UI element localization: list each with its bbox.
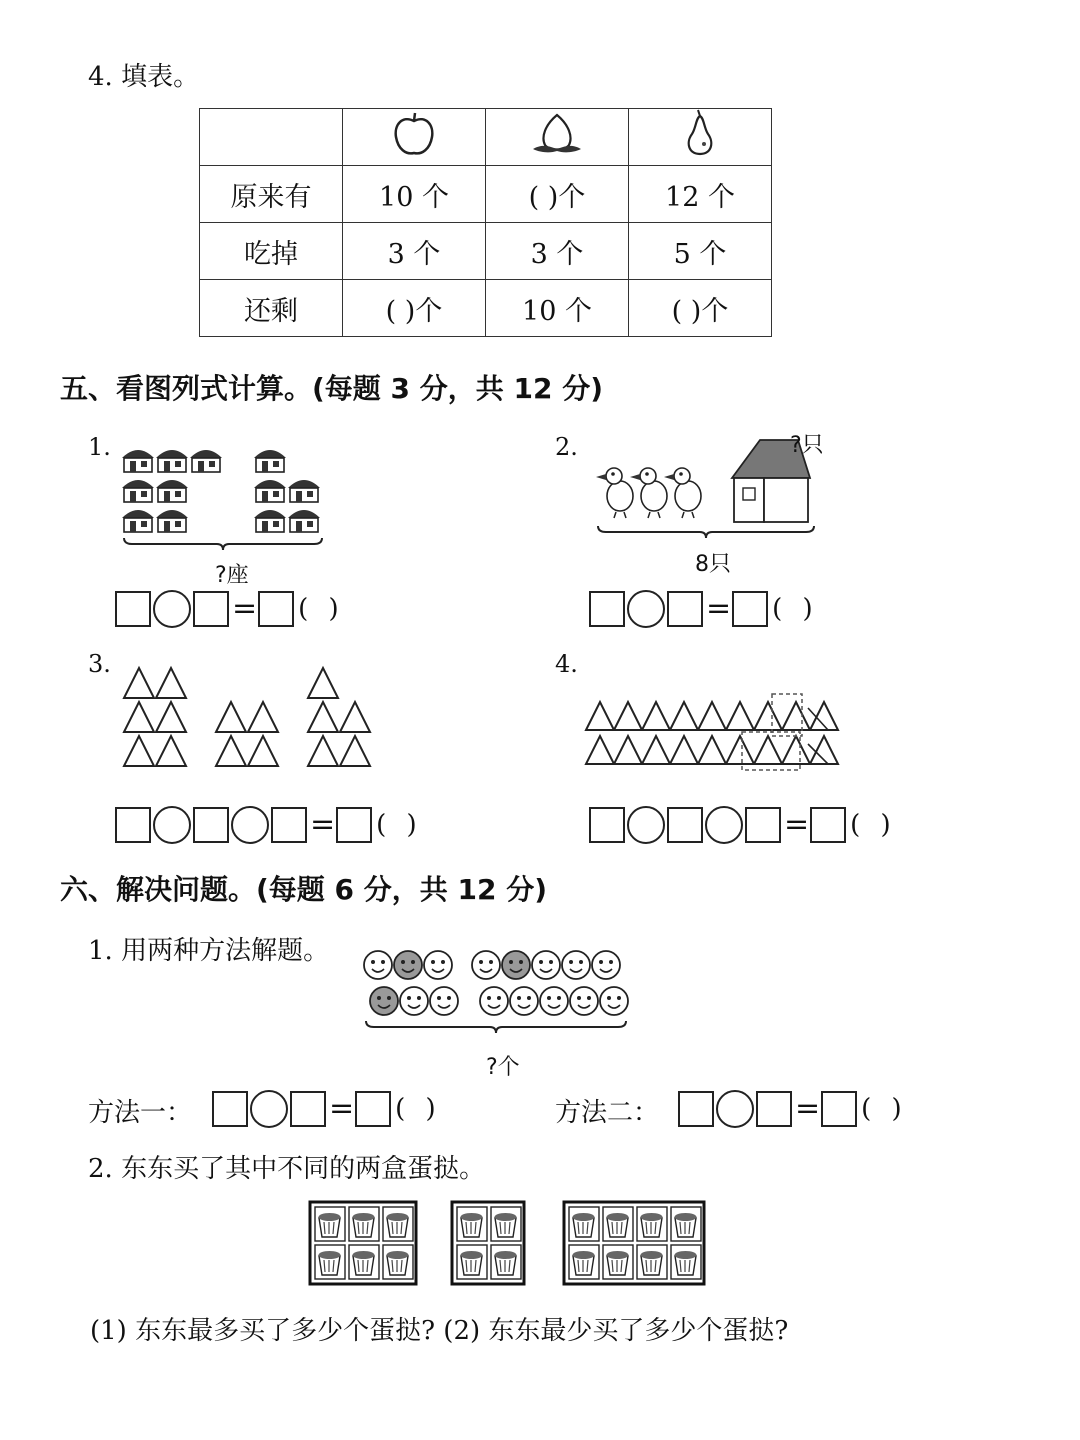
smiley-face-icon: [364, 951, 392, 979]
triangle-shape: [340, 702, 370, 732]
egg-tart-icon: [349, 1245, 379, 1279]
bracket: [598, 526, 814, 538]
smiley-face-icon: [472, 951, 500, 979]
equation-template: [589, 590, 819, 628]
answer-box[interactable]: [667, 807, 703, 843]
question-4-title: 4. 填表。: [88, 62, 200, 92]
triangle-shape: [156, 668, 186, 698]
answer-box[interactable]: [271, 807, 307, 843]
operator-circle[interactable]: [153, 590, 191, 628]
triangle-shape: [308, 702, 338, 732]
triangle-shape: [614, 736, 642, 764]
answer-box[interactable]: [667, 591, 703, 627]
answer-box[interactable]: [258, 591, 294, 627]
triangle-shape: [586, 702, 614, 730]
triangle-shape: [308, 736, 338, 766]
egg-tart-icon: [457, 1207, 487, 1241]
duck-icon: [630, 468, 667, 518]
equation-template: [678, 1090, 908, 1128]
apple-icon: [343, 109, 486, 166]
house-icon: [122, 510, 154, 532]
triangle-shape: [216, 702, 246, 732]
egg-tart-icon: [569, 1207, 599, 1241]
unit-blank[interactable]: ( ): [861, 1094, 908, 1124]
answer-box[interactable]: [589, 807, 625, 843]
egg-tart-icon: [603, 1245, 633, 1279]
egg-tart-icon: [671, 1245, 701, 1279]
bracket: [124, 538, 322, 550]
answer-box[interactable]: [336, 807, 372, 843]
egg-tart-icon: [491, 1245, 521, 1279]
smiley-face-icon: [570, 987, 598, 1015]
triangle-shape: [248, 702, 278, 732]
unit-blank[interactable]: ( ): [772, 594, 819, 624]
triangle-shape: [642, 736, 670, 764]
equals-sign: =: [310, 807, 336, 842]
smiley-faces-figure: [360, 945, 640, 1040]
faces-total-label: ?个: [486, 1055, 520, 1080]
triangle-shape: [670, 736, 698, 764]
egg-tart-icon: [315, 1245, 345, 1279]
triangle-shape: [614, 702, 642, 730]
problem-number: 1.: [88, 433, 111, 461]
egg-tart-icon: [491, 1207, 521, 1241]
house-icon: [156, 510, 188, 532]
triangle-shape: [754, 736, 782, 764]
smiley-face-icon: [592, 951, 620, 979]
triangle-shape: [248, 736, 278, 766]
triangle-shape: [670, 702, 698, 730]
houses-figure: [118, 440, 338, 560]
row-label: 原来有: [200, 166, 343, 223]
equals-sign: =: [329, 1091, 355, 1126]
unit-blank[interactable]: ( ): [850, 810, 897, 840]
pear-icon: [629, 109, 772, 166]
egg-tart-icon: [383, 1207, 413, 1241]
problem-2-text: 2. 东东买了其中不同的两盒蛋挞。: [88, 1154, 486, 1184]
egg-tart-icon: [637, 1245, 667, 1279]
fill-table: [199, 108, 772, 337]
egg-tart-boxes-figure: [308, 1198, 708, 1290]
problem-number: 3.: [88, 650, 111, 678]
house-icon: [122, 480, 154, 502]
smiley-face-icon: [370, 987, 398, 1015]
table-cell: 5 个: [629, 223, 772, 280]
section-6-title: 六、解决问题。(每题 6 分，共 12 分): [60, 873, 548, 906]
smiley-face-icon: [400, 987, 428, 1015]
egg-tart-icon: [349, 1207, 379, 1241]
house-icon: [254, 450, 286, 472]
triangle-shape: [124, 668, 154, 698]
equation-template: [115, 590, 345, 628]
answer-box[interactable]: [115, 807, 151, 843]
house-icon: [288, 480, 320, 502]
smiley-face-icon: [480, 987, 508, 1015]
equals-sign: =: [232, 591, 258, 626]
triangle-shape: [156, 736, 186, 766]
house-icon: [122, 450, 154, 472]
answer-box[interactable]: [355, 1091, 391, 1127]
triangles-rows-figure: [582, 692, 842, 772]
triangle-shape: [782, 702, 810, 730]
equation-template: [212, 1090, 442, 1128]
egg-tart-icon: [383, 1245, 413, 1279]
table-cell: ( )个: [343, 280, 486, 337]
house-icon: [156, 450, 188, 472]
duck-icon: [664, 468, 701, 518]
ducks-house-figure: [592, 428, 822, 548]
smiley-face-icon: [510, 987, 538, 1015]
table-corner-cell: [200, 109, 343, 166]
triangle-shape: [726, 736, 754, 764]
triangle-shape: [642, 702, 670, 730]
smiley-face-icon: [562, 951, 590, 979]
problem-number: 4.: [555, 650, 578, 678]
answer-box[interactable]: [193, 591, 229, 627]
egg-tart-icon: [603, 1207, 633, 1241]
method-1-label: 方法一：: [88, 1098, 193, 1128]
method-2-label: 方法二：: [555, 1098, 660, 1128]
answer-box[interactable]: [732, 591, 768, 627]
operator-circle[interactable]: [705, 806, 743, 844]
duck-icon: [596, 468, 633, 518]
smiley-face-icon: [502, 951, 530, 979]
operator-circle[interactable]: [231, 806, 269, 844]
ducks-total-label: 8只: [695, 552, 731, 577]
table-cell: 3 个: [486, 223, 629, 280]
table-row: [200, 280, 772, 337]
equation-template: [589, 806, 897, 844]
answer-box[interactable]: [745, 807, 781, 843]
bracket: [366, 1021, 626, 1033]
table-cell: 3 个: [343, 223, 486, 280]
triangle-shape: [340, 736, 370, 766]
table-row: [200, 223, 772, 280]
equals-sign: =: [795, 1091, 821, 1126]
unit-blank[interactable]: ( ): [298, 594, 345, 624]
equation-template: [115, 806, 423, 844]
answer-box[interactable]: [193, 807, 229, 843]
operator-circle[interactable]: [627, 806, 665, 844]
smiley-face-icon: [430, 987, 458, 1015]
equals-sign: =: [706, 591, 732, 626]
house-icon: [156, 480, 188, 502]
triangle-shape: [124, 736, 154, 766]
triangles-groups-figure: [120, 660, 380, 775]
answer-box[interactable]: [212, 1091, 248, 1127]
problem-2-question: (1) 东东最多买了多少个蛋挞? (2) 东东最少买了多少个蛋挞?: [90, 1316, 789, 1346]
house-icon: [254, 480, 286, 502]
problem-number: 2.: [555, 433, 578, 461]
triangle-shape: [308, 668, 338, 698]
unit-blank[interactable]: ( ): [376, 810, 423, 840]
triangle-shape: [698, 736, 726, 764]
egg-tart-icon: [457, 1245, 487, 1279]
smiley-face-icon: [394, 951, 422, 979]
table-header-row: [200, 109, 772, 166]
operator-circle[interactable]: [716, 1090, 754, 1128]
triangle-shape: [156, 702, 186, 732]
houses-total-label: ?座: [215, 563, 249, 588]
table-cell: 10 个: [486, 280, 629, 337]
ducks-hidden-label: ?只: [790, 433, 824, 458]
smiley-face-icon: [424, 951, 452, 979]
house-icon: [190, 450, 222, 472]
smiley-face-icon: [540, 987, 568, 1015]
triangle-shape: [698, 702, 726, 730]
triangle-shape: [124, 702, 154, 732]
answer-box[interactable]: [756, 1091, 792, 1127]
peach-icon: [486, 109, 629, 166]
operator-circle[interactable]: [153, 806, 191, 844]
triangle-shape: [216, 736, 246, 766]
operator-circle[interactable]: [250, 1090, 288, 1128]
table-cell: ( )个: [629, 280, 772, 337]
table-row: [200, 166, 772, 223]
house-icon: [254, 510, 286, 532]
table-cell: 12 个: [629, 166, 772, 223]
table-cell: ( )个: [486, 166, 629, 223]
egg-tart-icon: [315, 1207, 345, 1241]
answer-box[interactable]: [810, 807, 846, 843]
section-5-title: 五、看图列式计算。(每题 3 分，共 12 分): [60, 372, 604, 405]
egg-tart-icon: [671, 1207, 701, 1241]
answer-box[interactable]: [821, 1091, 857, 1127]
operator-circle[interactable]: [627, 590, 665, 628]
egg-tart-icon: [569, 1245, 599, 1279]
answer-box[interactable]: [290, 1091, 326, 1127]
row-label: 吃掉: [200, 223, 343, 280]
triangle-shape: [586, 736, 614, 764]
answer-box[interactable]: [115, 591, 151, 627]
unit-blank[interactable]: ( ): [395, 1094, 442, 1124]
egg-tart-icon: [637, 1207, 667, 1241]
equals-sign: =: [784, 807, 810, 842]
table-cell: 10 个: [343, 166, 486, 223]
triangle-shape: [754, 702, 782, 730]
house-icon: [288, 510, 320, 532]
triangle-shape: [782, 736, 810, 764]
smiley-face-icon: [600, 987, 628, 1015]
triangle-shape: [726, 702, 754, 730]
answer-box[interactable]: [678, 1091, 714, 1127]
answer-box[interactable]: [589, 591, 625, 627]
smiley-face-icon: [532, 951, 560, 979]
problem-1-text: 1. 用两种方法解题。: [88, 936, 330, 966]
row-label: 还剩: [200, 280, 343, 337]
